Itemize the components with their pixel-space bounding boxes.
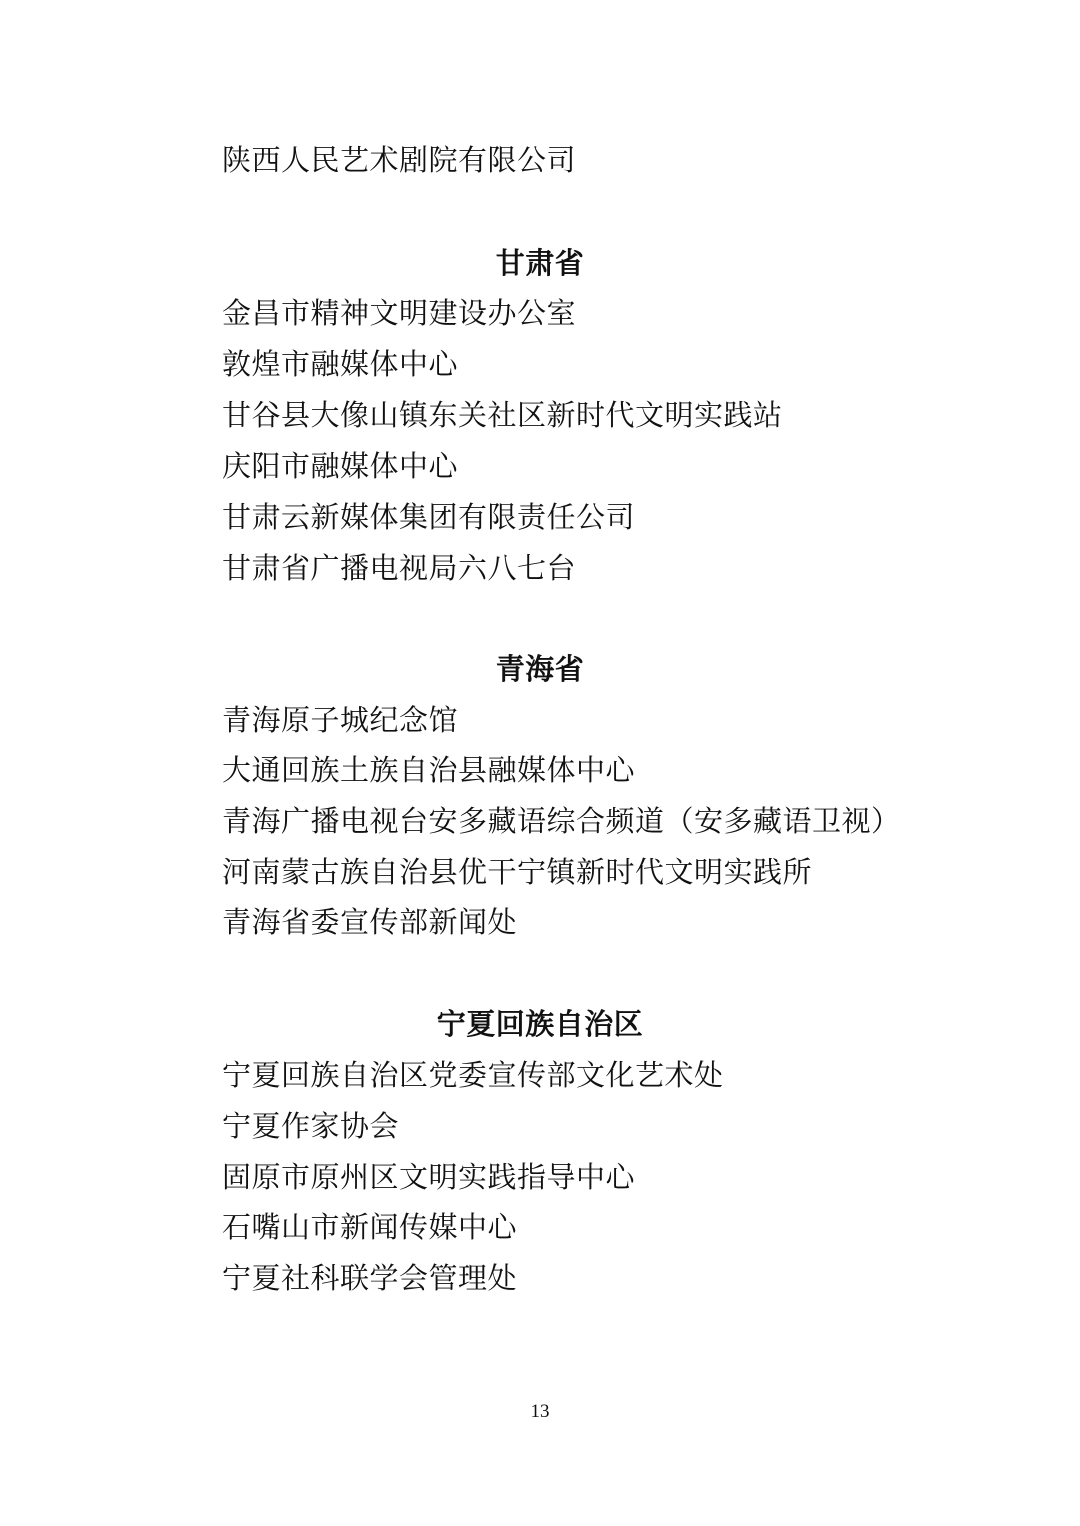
- list-item: 大通回族土族自治县融媒体中心: [222, 753, 636, 787]
- section-heading-gansu: 甘肃省: [495, 246, 585, 280]
- list-item: 河南蒙古族自治县优干宁镇新时代文明实践所: [222, 855, 813, 889]
- list-item: 宁夏回族自治区党委宣传部文化艺术处: [222, 1058, 724, 1092]
- list-item: 固原市原州区文明实践指导中心: [222, 1160, 636, 1194]
- list-item: 青海广播电视台安多藏语综合频道（安多藏语卫视）: [222, 804, 901, 838]
- list-item: 石嘴山市新闻传媒中心: [222, 1210, 518, 1244]
- list-item: 甘肃云新媒体集团有限责任公司: [222, 500, 636, 534]
- list-item: 甘肃省广播电视局六八七台: [222, 551, 577, 585]
- list-item: 宁夏社科联学会管理处: [222, 1261, 518, 1295]
- list-item: 金昌市精神文明建设办公室: [222, 296, 577, 330]
- section-heading-qinghai: 青海省: [495, 652, 585, 686]
- page-number: 13: [530, 1401, 550, 1422]
- section-heading-ningxia: 宁夏回族自治区: [436, 1007, 644, 1041]
- list-item: 宁夏作家协会: [222, 1109, 400, 1143]
- list-item: 青海省委宣传部新闻处: [222, 905, 518, 939]
- list-item: 青海原子城纪念馆: [222, 703, 459, 737]
- intro-line: 陕西人民艺术剧院有限公司: [222, 143, 577, 177]
- list-item: 敦煌市融媒体中心: [222, 347, 459, 381]
- list-item: 甘谷县大像山镇东关社区新时代文明实践站: [222, 398, 783, 432]
- list-item: 庆阳市融媒体中心: [222, 449, 459, 483]
